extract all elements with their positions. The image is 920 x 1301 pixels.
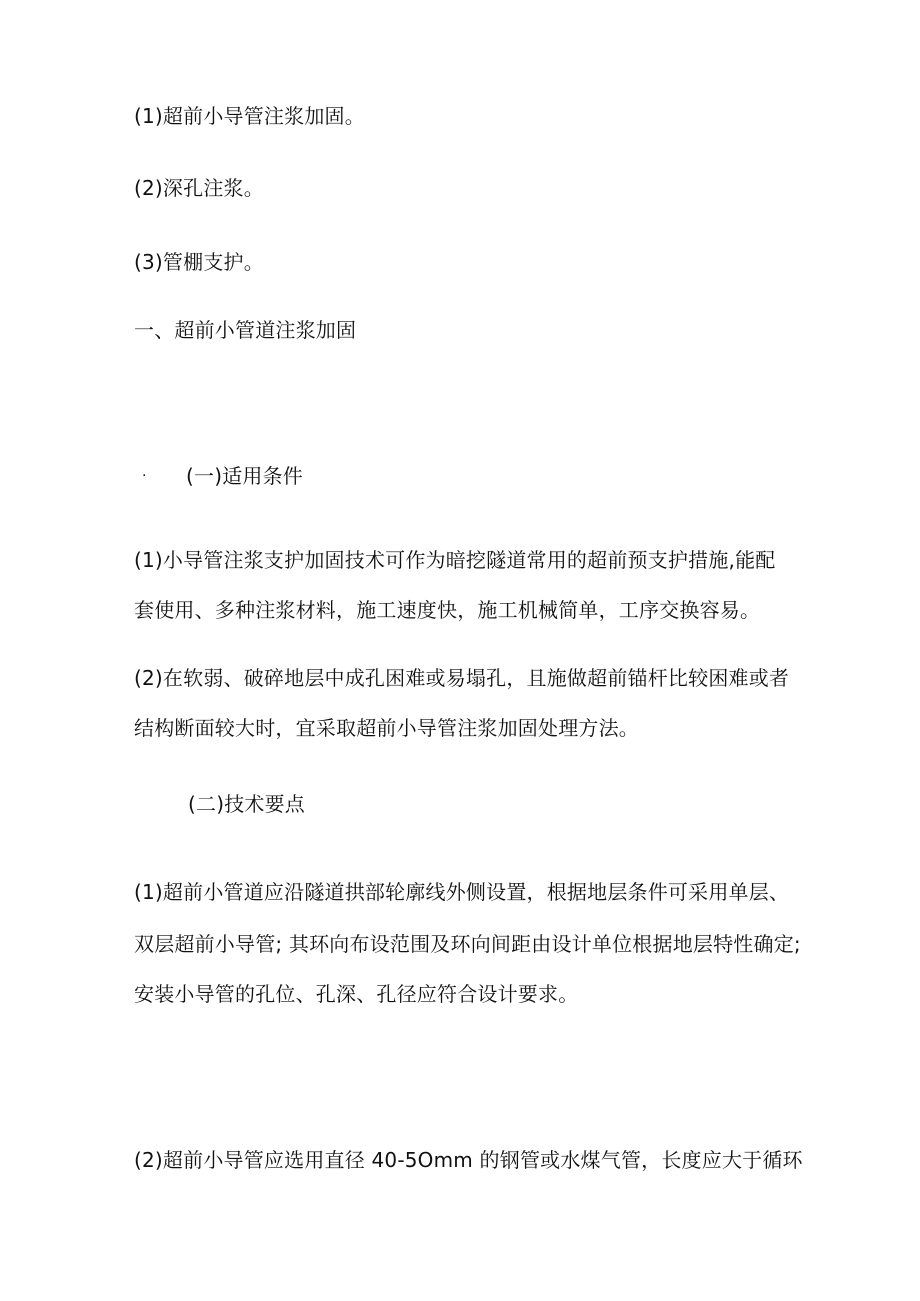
paragraph-line-8: (2)超前小导管应选用直径 40-5Omm 的钢管或水煤气管，长度应大于循环 xyxy=(134,1148,803,1172)
paragraph-line-5: (1)超前小管道应沿隧道拱部轮廓线外侧设置，根据地层条件可采用单层、 xyxy=(134,880,790,904)
list-item-1: (1)超前小导管注浆加固。 xyxy=(134,104,365,128)
list-item-3: (3)管棚支护。 xyxy=(134,250,264,274)
section-heading-1: 一、超前小管道注浆加固 xyxy=(134,318,357,342)
stray-mark: · xyxy=(142,468,147,484)
paragraph-line-7: 安装小导管的孔位、孔深、孔径应符合设计要求。 xyxy=(134,982,579,1006)
paragraph-line-1: (1)小导管注浆支护加固技术可作为暗挖隧道常用的超前预支护措施,能配 xyxy=(134,548,776,572)
paragraph-line-4: 结构断面较大时，宜采取超前小导管注浆加固处理方法。 xyxy=(134,716,639,740)
list-item-2: (2)深孔注浆。 xyxy=(134,176,264,200)
paragraph-line-2: 套使用、多种注浆材料，施工速度快，施工机械简单，工序交换容易。 xyxy=(134,598,761,622)
subheading-technical-points: (二)技术要点 xyxy=(188,792,306,816)
paragraph-line-3: (2)在软弱、破碎地层中成孔困难或易塌孔，且施做超前锚杆比较困难或者 xyxy=(134,666,790,690)
subheading-applicable-conditions: (一)适用条件 xyxy=(186,464,304,488)
paragraph-line-6: 双层超前小导管; 其环向布设范围及环向间距由设计单位根据地层特性确定; xyxy=(134,932,801,956)
